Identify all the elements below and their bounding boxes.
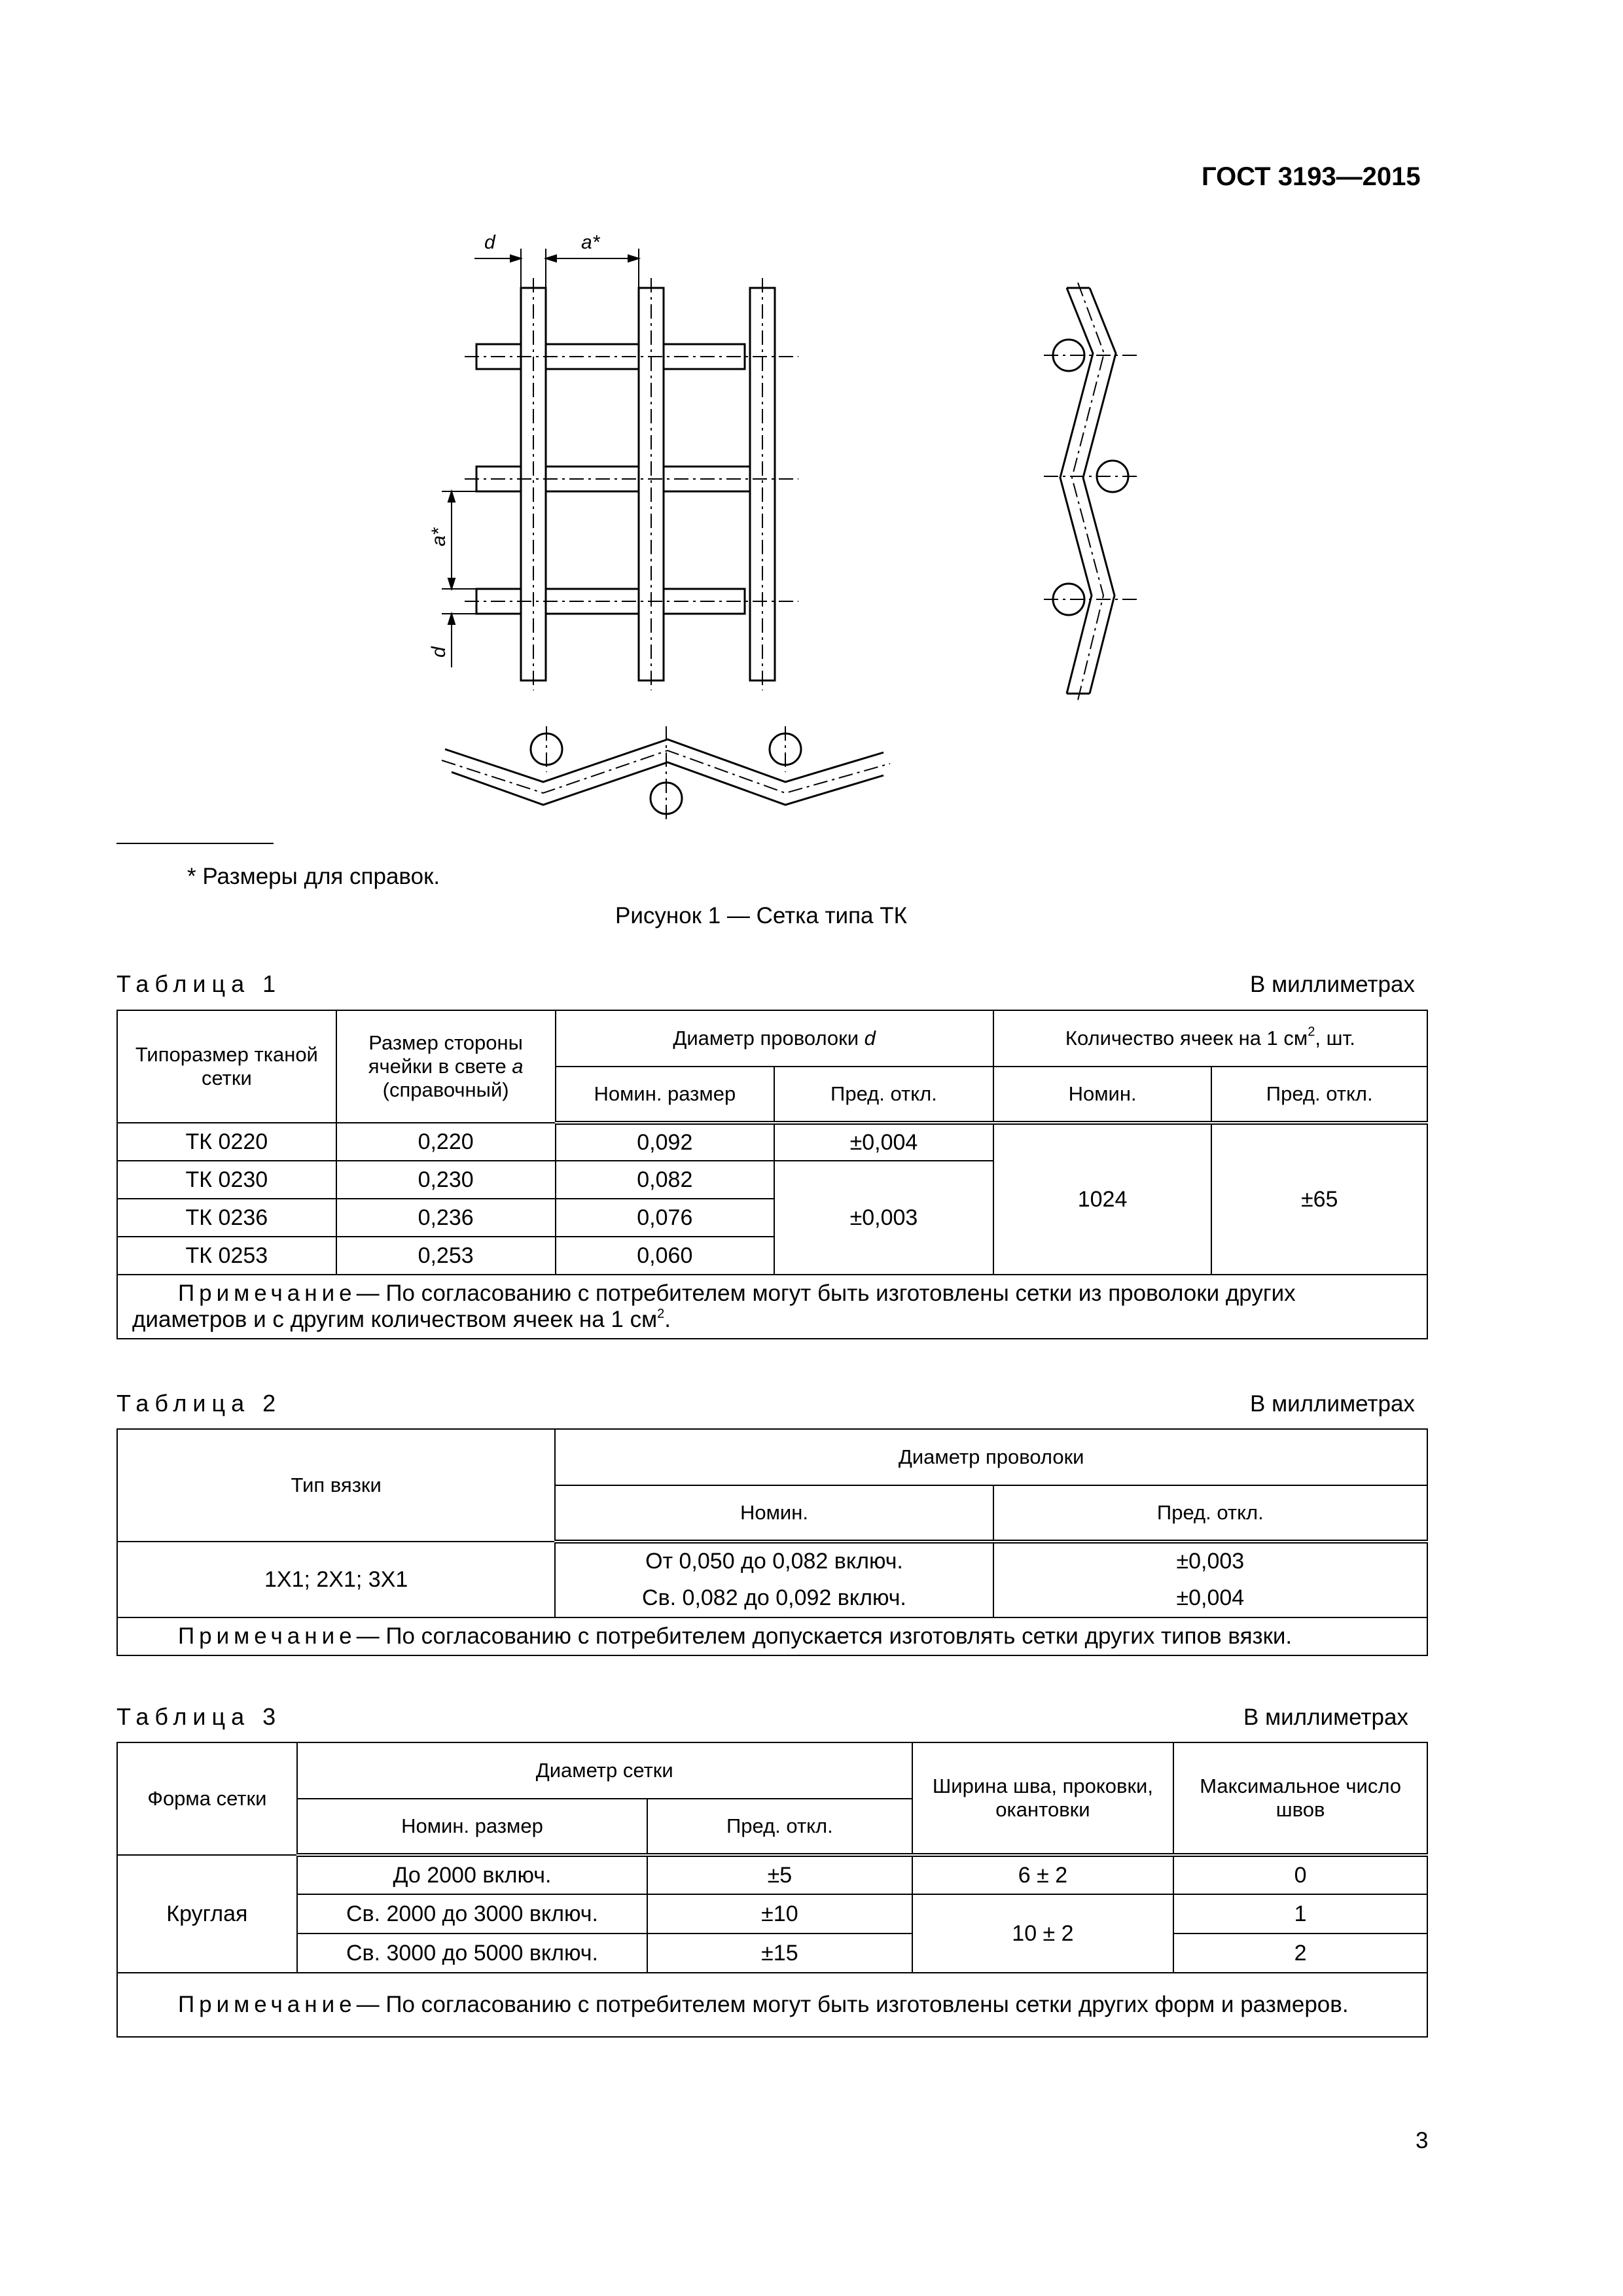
t1-header-type: Типоразмер тканой сетки xyxy=(117,1010,336,1123)
t1-header-tolerance: Пред. откл. xyxy=(774,1067,993,1123)
table1 xyxy=(116,1010,1428,1339)
page-number: 3 xyxy=(1416,2128,1429,2153)
t1-header-nominal: Номин. xyxy=(993,1067,1212,1123)
dim-d-top: d xyxy=(484,232,495,253)
table-row xyxy=(117,1934,1427,1973)
t3-header-form: Форма сетки xyxy=(117,1742,297,1855)
t1-cell-cells-nominal: 1024 xyxy=(993,1123,1212,1275)
t3-cell-nominal: До 2000 включ. xyxy=(297,1855,647,1894)
figure-caption: Рисунок 1 — Сетка типа ТК xyxy=(615,903,908,928)
t3-note: Примечание— По согласованию с потребителем могут быть изготовлены сетки других форм и размеров. xyxy=(117,1973,1427,2037)
t1-cell-diam: 0,076 xyxy=(556,1199,775,1237)
t1-cell-mesh: 0,220 xyxy=(336,1123,556,1161)
table-row xyxy=(117,1123,1427,1161)
table1-caption: Таблица 1 xyxy=(116,970,282,997)
dim-d-left: d xyxy=(428,646,450,658)
t1-cell-mesh: 0,230 xyxy=(336,1161,556,1199)
t1-cell-cells-tol: ±65 xyxy=(1211,1123,1427,1275)
t2-header-wire-diameter: Диаметр проволоки xyxy=(555,1429,1427,1485)
t1-note: Примечание— По согласованию с потребителем могут быть изготовлены сетки из проволоки других диаметров и с другим количеством ячеек на 1 $см^2$. xyxy=(117,1275,1427,1339)
table3 xyxy=(116,1742,1428,2038)
t3-header-seam-width: Ширина шва, проковки, окантовки xyxy=(912,1742,1174,1855)
t2-cell-nominal: Св. 0,082 до 0,092 включ. xyxy=(555,1580,993,1617)
t1-header-cells-count: Количество ячеек на 1 $см^2$, шт. xyxy=(993,1010,1427,1067)
table-row xyxy=(117,1855,1427,1894)
t1-cell-type: ТК 0236 xyxy=(117,1199,336,1237)
t1-cell-tol: ±0,003 xyxy=(774,1161,993,1275)
table2 xyxy=(116,1428,1428,1656)
t3-header-tolerance: Пред. откл. xyxy=(647,1799,912,1855)
t2-header-tolerance: Пред. откл. xyxy=(993,1485,1427,1542)
t1-header-nominal-size: Номин. размер xyxy=(556,1067,775,1123)
t2-header-type: Тип вязки xyxy=(117,1429,555,1542)
t1-cell-type: ТК 0230 xyxy=(117,1161,336,1199)
t1-header-wire-diameter: Диаметр проволоки d xyxy=(556,1010,993,1067)
t3-cell-tolerance: ±10 xyxy=(647,1894,912,1934)
t1-cell-diam: 0,060 xyxy=(556,1237,775,1275)
table3-units: В миллиметрах xyxy=(1243,1704,1408,1730)
t3-header-diameter: Диаметр сетки xyxy=(297,1742,912,1799)
t3-cell-seam: 10 ± 2 xyxy=(912,1894,1174,1973)
t3-cell-max-seams: 1 xyxy=(1173,1894,1427,1934)
t3-cell-nominal: Св. 2000 до 3000 включ. xyxy=(297,1894,647,1934)
t2-cell-type: 1Х1; 2Х1; 3Х1 xyxy=(117,1542,555,1617)
t1-cell-diam: 0,092 xyxy=(556,1123,775,1161)
t3-cell-tolerance: ±15 xyxy=(647,1934,912,1973)
t2-cell-tolerance: ±0,003 xyxy=(993,1542,1427,1580)
t1-header-mesh: Размер стороны ячейки в свете a (справочный) xyxy=(336,1010,556,1123)
t2-note: Примечание— По согласованию с потребителем допускается изготовлять сетки других типов вязки. xyxy=(117,1617,1427,1655)
table1-units: В миллиметрах xyxy=(1250,972,1415,997)
t3-cell-form: Круглая xyxy=(117,1855,297,1973)
t1-cell-mesh: 0,236 xyxy=(336,1199,556,1237)
t3-header-max-seams: Максимальное число швов xyxy=(1173,1742,1427,1855)
table-row xyxy=(117,1542,1427,1580)
t2-cell-tolerance: ±0,004 xyxy=(993,1580,1427,1617)
t3-cell-nominal: Св. 3000 до 5000 включ. xyxy=(297,1934,647,1973)
footnote-separator xyxy=(116,843,274,844)
mesh-weave-figure xyxy=(380,222,1165,857)
t2-cell-nominal: От 0,050 до 0,082 включ. xyxy=(555,1542,993,1580)
t3-cell-seam: 6 ± 2 xyxy=(912,1855,1174,1894)
table-row xyxy=(117,1894,1427,1934)
t1-cell-mesh: 0,253 xyxy=(336,1237,556,1275)
table3-caption: Таблица 3 xyxy=(116,1703,282,1730)
t1-cell-type: ТК 0220 xyxy=(117,1123,336,1161)
table2-units: В миллиметрах xyxy=(1250,1391,1415,1417)
t1-cell-tol: ±0,004 xyxy=(774,1123,993,1161)
document-header: ГОСТ 3193—2015 xyxy=(1202,162,1421,191)
t3-header-nominal-size: Номин. размер xyxy=(297,1799,647,1855)
t1-cell-type: ТК 0253 xyxy=(117,1237,336,1275)
dim-a-top: a* xyxy=(581,232,600,253)
t1-header-tolerance2: Пред. откл. xyxy=(1211,1067,1427,1123)
t3-cell-max-seams: 0 xyxy=(1173,1855,1427,1894)
figure-footnote: * Размеры для справок. xyxy=(187,864,440,889)
table2-caption: Таблица 2 xyxy=(116,1390,282,1417)
t3-cell-max-seams: 2 xyxy=(1173,1934,1427,1973)
t2-header-nominal: Номин. xyxy=(555,1485,993,1542)
t1-cell-diam: 0,082 xyxy=(556,1161,775,1199)
t3-cell-tolerance: ±5 xyxy=(647,1855,912,1894)
dim-a-left: a* xyxy=(428,527,450,546)
